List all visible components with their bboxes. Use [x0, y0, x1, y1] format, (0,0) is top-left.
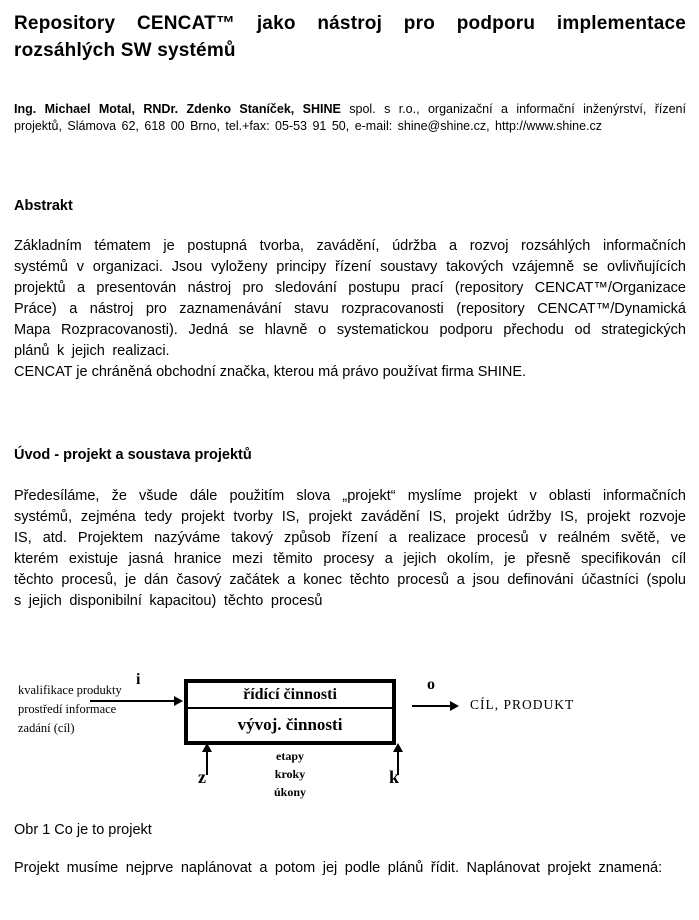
trademark-note: CENCAT je chráněná obchodní značka, kterou má právo používat firma SHINE.	[14, 364, 527, 380]
intro-paragraph: Předesíláme, že všude dále použitím slova „projekt“ myslíme projekt v oblasti informačních systémů, zejména tedy projekt tvorby IS, projekt zavádění IS, projekt údržby IS, projekt rozvoje IS, atd. Projektem nazýváme takový způsob řízení a realizace procesů v reálném světě, ve kterém existuje jasná hranice mezi těmito procesy a jejich okolím, je přesně specifikován cíl těchto procesů, je dán časový začátek a konec těchto procesů a jsou definováni účastníci (spolu s jejich disponibilní kapacitou) těchto procesů	[14, 488, 686, 609]
input-arrow-label: i	[136, 671, 141, 688]
process-box	[184, 679, 396, 745]
start-label: z	[198, 767, 206, 787]
page-title-line-1: Repository CENCAT™ jako nástroj pro podporu implementace	[14, 13, 686, 34]
output-result-label: CÍL, PRODUKT	[470, 697, 575, 712]
input-label: kvalifikace produkty	[18, 683, 122, 697]
abstract-paragraph: Základním tématem je postupná tvorba, zavádění, údržba a rozvoj rozsáhlých informačních systémů v organizaci. Jsou vyloženy principy řízení soustavy takových vzájemně se ovlivňujících projektů a presentován nástroj pro sledování postupu prací (repository CENCAT™/Organizace Práce) a nástroj pro zaznamenávání stavu rozpracovanosti (repository CENCAT™/Dynamická Mapa Rozpracovanosti). Jedná se hlavně o systematickou podporu přechodu od strategických plánů k jejich realizaci.	[14, 238, 686, 359]
abstract-section	[14, 236, 686, 383]
granularity-label: kroky	[274, 767, 306, 781]
page-title-line-2: rozsáhlých SW systémů	[14, 40, 236, 61]
abstract-heading: Abstrakt	[14, 198, 73, 214]
granularity-labels	[184, 747, 396, 801]
author-names: Ing. Michael Motal, RNDr. Zdenko Staníček, SHINE	[14, 102, 341, 116]
output-right-arrow-icon	[412, 701, 459, 711]
page-title	[14, 10, 686, 64]
output-arrow-label: o	[427, 676, 435, 693]
closing-paragraph: Projekt musíme nejprve naplánovat a potom jej podle plánů řídit. Naplánovat projekt znamená:	[14, 860, 663, 876]
figure-project-diagram	[0, 663, 699, 818]
author-block	[14, 101, 686, 134]
granularity-label: etapy	[276, 749, 304, 763]
granularity-label: úkony	[273, 785, 307, 799]
input-label: zadání (cíl)	[18, 721, 75, 735]
intro-heading: Úvod - projekt a soustava projektů	[14, 447, 252, 463]
input-label: prostředí informace	[18, 702, 117, 716]
process-box-bottom-cell: vývoj. činnosti	[237, 715, 343, 734]
figure-caption: Obr 1 Co je to projekt	[14, 822, 152, 838]
figure-input-labels	[18, 681, 178, 738]
end-label: k	[389, 767, 400, 787]
process-box-top-cell: řídící činnosti	[188, 683, 392, 709]
author-affiliation: spol. s r.o., organizační a informační inženýrství, řízení projektů, Slámova 62, 618 00 Brno, tel.+fax: 05-53 91 50, e-mail: shine@shine.cz, http://www.shine.cz	[14, 102, 686, 133]
